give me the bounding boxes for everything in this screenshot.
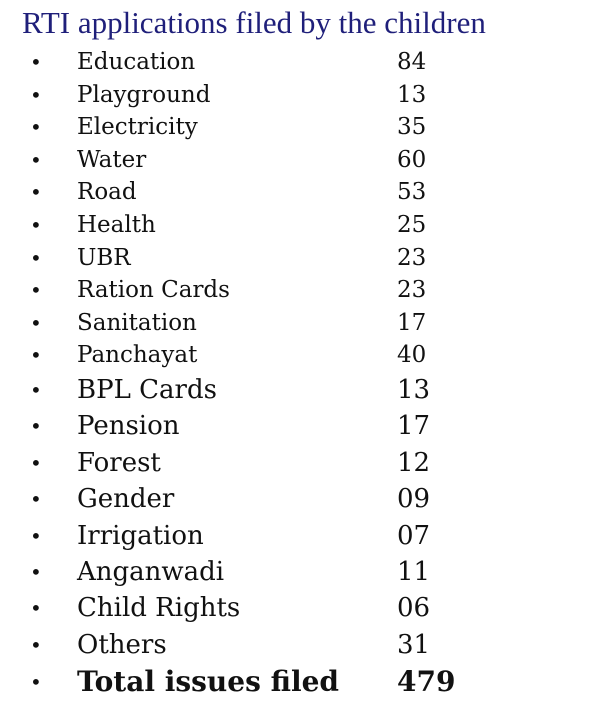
item-label: Road [77,179,137,206]
list-item [0,274,594,307]
item-label: BPL Cards [77,374,217,405]
item-label: Panchayat [77,342,198,369]
bullet-icon: • [30,82,42,107]
item-label: UBR [77,244,131,271]
list-item [0,445,594,481]
list-item [0,481,594,517]
item-label: Forest [77,447,161,478]
item-count: 25 [397,211,427,238]
item-count: 17 [397,411,431,442]
item-count: 12 [397,447,431,478]
bullet-icon: • [30,245,42,270]
list-item [0,627,594,663]
list-item [0,209,594,242]
list-item [0,554,594,590]
list-item [0,144,594,177]
bullet-icon: • [30,632,42,657]
item-label: Others [77,629,167,660]
bullet-icon: • [30,450,42,475]
list-item [0,372,594,408]
bullet-icon: • [30,310,42,335]
item-count: 06 [397,593,431,624]
item-count: 23 [397,277,427,304]
bullet-icon: • [30,147,42,172]
item-label: Water [77,146,147,173]
bullet-icon: • [30,596,42,621]
list-item [0,242,594,275]
bullet-icon: • [30,414,42,439]
bullet-icon: • [30,115,42,140]
bullet-icon: • [30,670,42,695]
bullet-icon: • [30,278,42,303]
list-item [0,408,594,444]
list-item [0,339,594,372]
item-label: Child Rights [77,593,241,624]
list-item [0,111,594,144]
item-label: Anganwadi [77,556,225,587]
item-count: 35 [397,114,427,141]
list-item [0,79,594,112]
item-count: 40 [397,342,427,369]
item-label: Gender [77,484,175,515]
list-item [0,307,594,340]
list-item [0,176,594,209]
bullet-icon: • [30,559,42,584]
total-count: 479 [397,665,456,699]
item-label: Playground [77,81,211,108]
page-title: RTI applications filed by the children [22,5,486,40]
list-item [0,590,594,626]
total-label: Total issues filed [77,665,339,699]
item-count: 11 [397,556,431,587]
list-item [0,46,594,79]
item-count: 60 [397,146,427,173]
item-label: Pension [77,411,180,442]
bullet-icon: • [30,50,42,74]
rti-issue-list [0,46,594,703]
item-label: Ration Cards [77,277,230,304]
item-label: Sanitation [77,309,197,336]
list-item [0,518,594,554]
total-row [0,663,594,703]
item-label: Education [77,49,196,75]
item-count: 23 [397,244,427,271]
item-count: 13 [397,374,431,405]
bullet-icon: • [30,343,42,368]
item-count: 53 [397,179,427,206]
bullet-icon: • [30,180,42,205]
item-count: 84 [397,49,427,75]
bullet-icon: • [30,523,42,548]
item-count: 13 [397,81,427,108]
item-count: 17 [397,309,427,336]
bullet-icon: • [30,487,42,512]
bullet-icon: • [30,212,42,237]
item-count: 31 [397,629,431,660]
item-label: Electricity [77,114,198,141]
bullet-icon: • [30,377,42,402]
item-count: 09 [397,484,431,515]
item-label: Health [77,211,156,238]
item-count: 07 [397,520,431,551]
item-label: Irrigation [77,520,204,551]
